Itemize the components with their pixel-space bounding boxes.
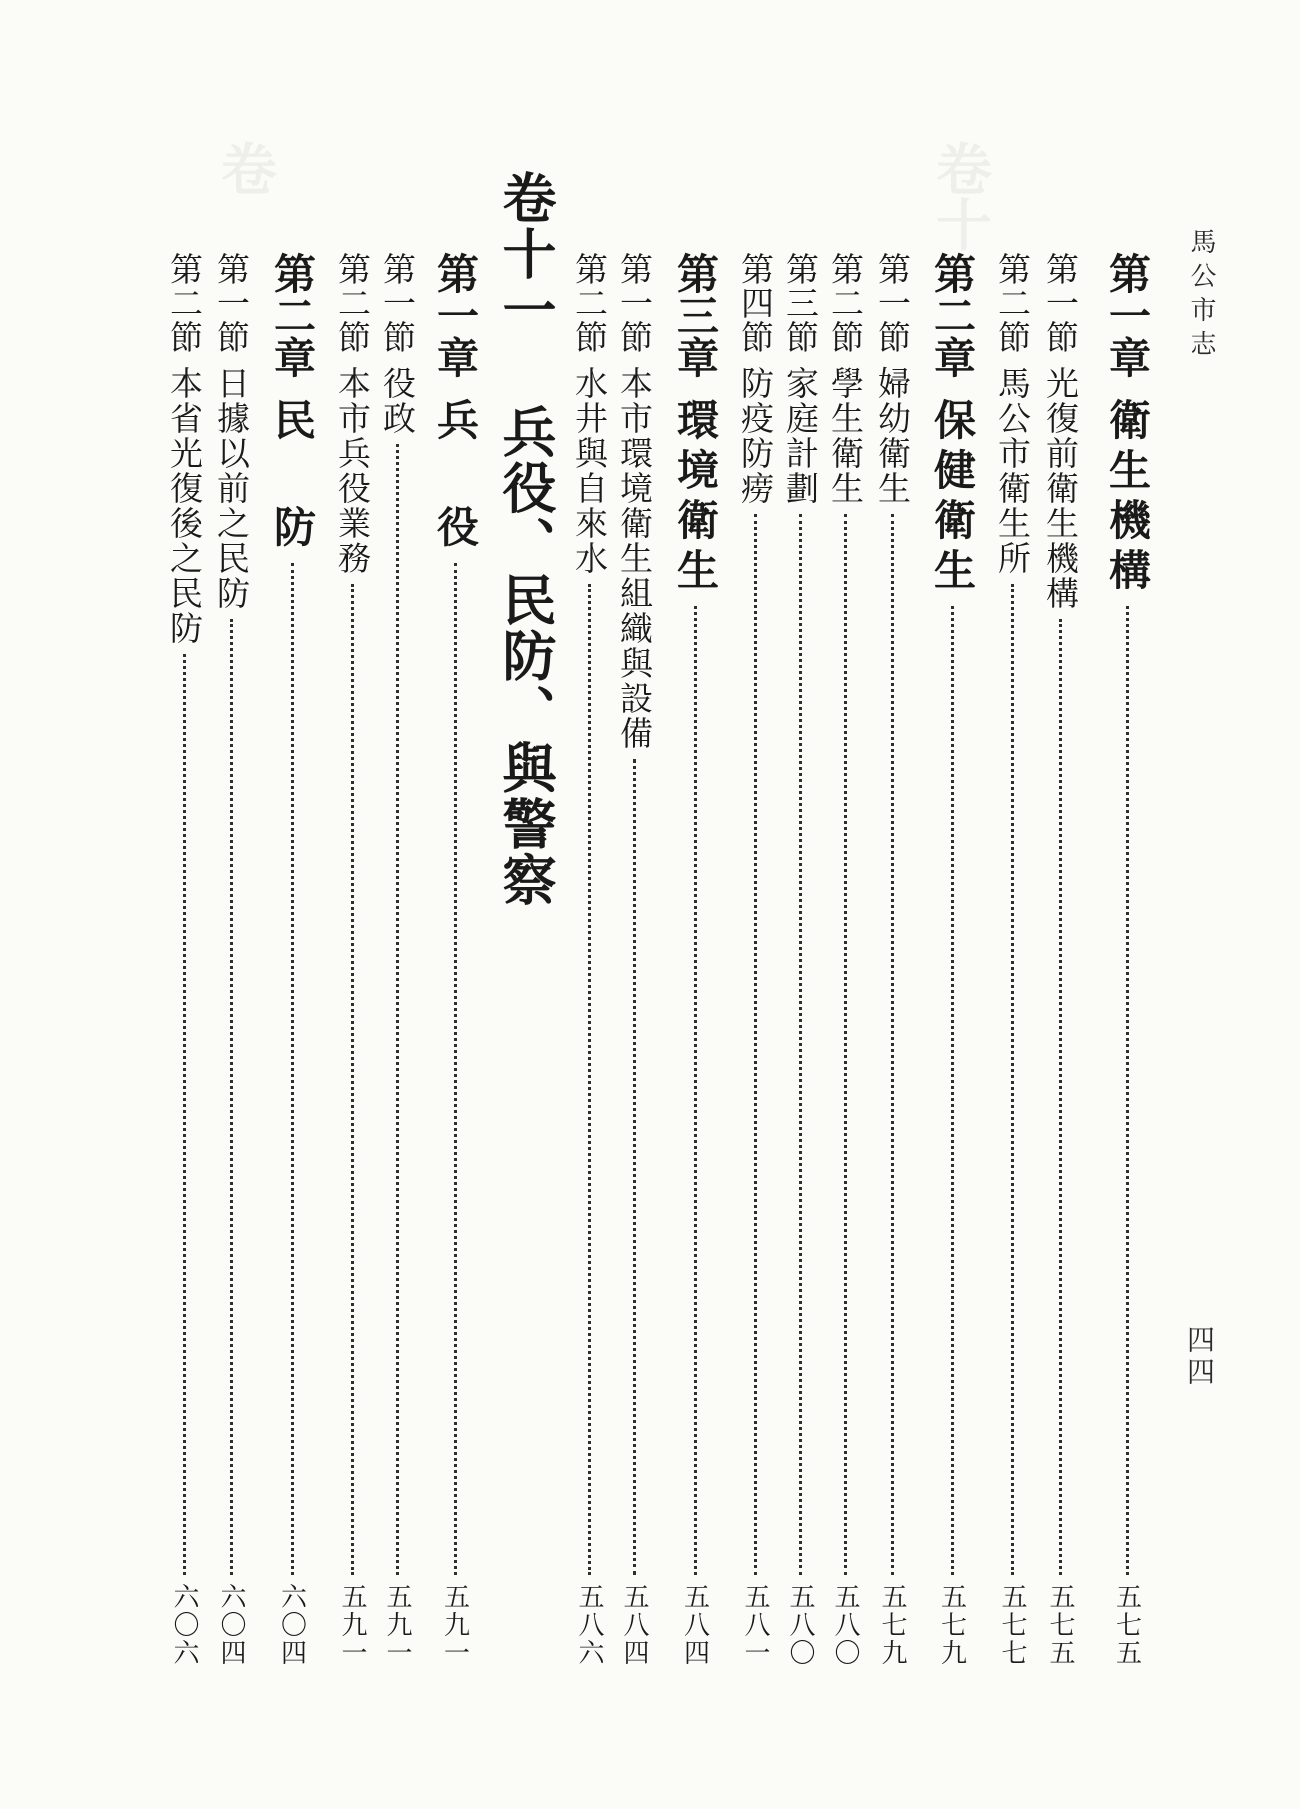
section-label: 第二節 [826,252,865,354]
toc-chapter-entry [665,252,725,1667]
toc-section-entry [869,252,916,1667]
toc-chapter-entry [262,252,322,1667]
section-title: 本市兵役業務 [333,366,372,576]
toc-section-entry [329,252,376,1667]
section-title: 本省光復後之民防 [165,366,204,646]
dot-leader [951,606,954,1575]
chapter-label: 第二章 [928,252,977,378]
dot-leader [396,444,399,1575]
toc-section-entry [611,252,658,1667]
toc-section-entry [161,252,208,1667]
toc-chapter-entry [922,252,982,1667]
toc-section-entry [777,252,824,1667]
page-number: 五九一 [439,1583,470,1667]
toc-section-entry [374,252,421,1667]
dot-leader [588,584,591,1575]
show-through-volume-left: 卷 [212,140,278,196]
dot-leader [230,619,233,1575]
dot-leader [844,514,847,1575]
section-label: 第二節 [570,252,609,354]
toc-section-entry [1037,252,1084,1667]
section-label: 第一節 [873,252,912,354]
chapter-label: 第二章 [268,252,317,378]
dot-leader [694,606,697,1575]
dot-leader [351,584,354,1575]
chapter-title: 環境衛生 [671,398,720,598]
section-label: 第一節 [1041,252,1080,354]
page-number: 五七九 [936,1583,967,1667]
section-title: 光復前衛生機構 [1041,366,1080,611]
section-title: 本市環境衛生組織與設備 [615,366,654,751]
page-number: 六〇六 [169,1583,199,1667]
chapter-label: 第一章 [1103,252,1152,378]
section-title: 家庭計劃 [781,366,820,506]
dot-leader [1011,584,1014,1575]
section-title: 日據以前之民防 [212,366,251,611]
section-label: 第二節 [333,252,372,354]
section-label: 第一節 [378,252,417,354]
section-title: 馬公市衛生所 [993,366,1032,576]
page-number: 五九一 [382,1583,412,1667]
section-label: 第一節 [212,252,251,354]
chapter-title: 民 防 [268,398,317,555]
toc-section-entry [732,252,779,1667]
section-label: 第二節 [165,252,204,354]
page-number: 五八〇 [785,1583,815,1667]
running-title: 馬公市志 [1186,228,1216,364]
section-label: 第一節 [615,252,654,354]
page-folio: 四四 [1183,1325,1216,1389]
section-title: 防疫防痨 [736,366,775,506]
dot-leader [633,759,636,1575]
show-through-volume-right: 卷十 [927,140,993,252]
page-number: 五九一 [337,1583,367,1667]
dot-leader [1059,619,1062,1575]
dot-leader [754,514,757,1575]
section-label: 第二節 [993,252,1032,354]
dot-leader [891,514,894,1575]
page-number: 五八一 [740,1583,770,1667]
dot-leader [454,563,457,1575]
page-number: 五七九 [877,1583,907,1667]
section-title: 水井與自來水 [570,366,609,576]
page-number: 五七五 [1045,1583,1075,1667]
chapter-label: 第一章 [431,252,480,378]
toc-chapter-entry [1097,252,1157,1667]
section-title: 婦幼衛生 [873,366,912,506]
page-number: 五八四 [619,1583,649,1667]
section-title: 役政 [378,366,417,436]
toc-chapter-entry [425,252,485,1667]
dot-leader [1126,606,1129,1575]
section-label: 第三節 [781,252,820,354]
volume-title: 卷十一 兵役、民防、與警察 [494,170,558,908]
toc-section-entry [566,252,613,1667]
toc-section-entry [989,252,1036,1667]
page-number: 五七五 [1111,1583,1142,1667]
page-number: 六〇四 [216,1583,246,1667]
toc-section-entry [822,252,869,1667]
dot-leader [183,654,186,1575]
dot-leader [291,563,294,1575]
chapter-title: 衛生機構 [1103,398,1152,598]
page-number: 五八六 [574,1583,604,1667]
section-title: 學生衛生 [826,366,865,506]
dot-leader [799,514,802,1575]
page-number: 五七七 [997,1583,1027,1667]
chapter-title: 兵 役 [431,398,480,555]
chapter-label: 第三章 [671,252,720,378]
page-number: 五八〇 [830,1583,860,1667]
section-label: 第四節 [736,252,775,354]
page-number: 五八四 [679,1583,710,1667]
toc-section-entry [208,252,255,1667]
page-number: 六〇四 [276,1583,307,1667]
chapter-title: 保健衛生 [928,398,977,598]
